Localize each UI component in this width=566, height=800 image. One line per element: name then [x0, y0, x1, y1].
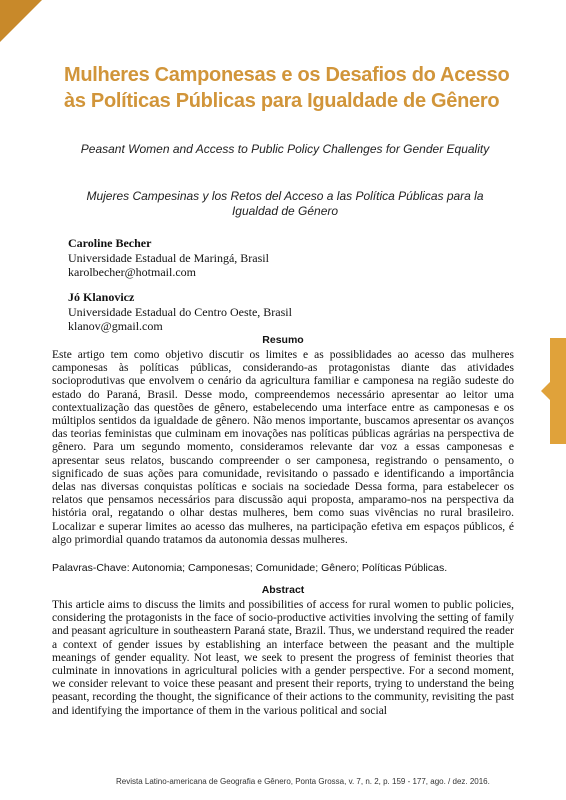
author-affiliation: Universidade Estadual do Centro Oeste, Brasil — [68, 304, 292, 319]
author-block — [68, 290, 292, 334]
article-title: Mulheres Camponesas e os Desafios do Acesso às Políticas Públicas para Igualdade de Gênero — [64, 64, 510, 112]
author-name: Jó Klanovicz — [68, 290, 135, 304]
journal-footer: Revista Latino-americana de Geografia e Gênero, Ponta Grossa, v. 7, n. 2, p. 159 - 177, ago. / dez. 2016. — [116, 777, 490, 786]
author-block — [68, 236, 269, 280]
corner-decoration — [0, 0, 42, 42]
subtitle-spanish: Mujeres Campesinas y los Retos del Acceso a las Política Públicas para la Igualdad de Género — [86, 189, 484, 218]
side-tab-marker — [550, 338, 566, 444]
resumo-heading: Resumo — [262, 334, 304, 346]
abstract-text: This article aims to discuss the limits and possibilities of access for rural women to public policies, considering the protagonists in the face of socio-productive activities involving the setting of family and peasant agriculture in southeastern Paraná state, Brazil. Thus, we understand required the reader a context of gender issues by establishing an interface between the peasant and the multiple meanings of gender equality. Not least, we seek to present the progress of feminist theories that culminate in innovations in agricultural policies with a gender perspective. For a second moment, we consider relevant to voice these peasant and present their reports, trying to understand the being peasant, recording the thought, the significance of their actions to the community, revisiting the past and identifying the importance of them in the various political and social — [52, 599, 514, 717]
resumo-text: Este artigo tem como objetivo discutir os limites e as possiblidades ao acesso das mulheres camponesas às políticas públicas, considerando-as protagonistas diante das atividades socioprodutivas que envolvem o cenário da agricultura familiar e camponesa na região sudeste do estado do Paraná, Brasil. Desse modo, compreendemos necessário apresentar ao leitor uma contextualização das questões de gênero, estabelecendo uma interface entre as camponesas e os múltiplos sentidos da igualdade de gênero. Não menos importante, buscamos apresentar os avanços das teorias feministas que culminam em inovações nas políticas públicas agrárias na perspectiva de gênero. Para um segundo momento, consideramos relevante dar voz a essas camponesas e apresentar seus relatos, buscando compreender o ser camponesa, registrando o pensamento, o significado de suas ações para comunidade, revisitando o passado e identificando a importância delas nas diversas conquistas políticas e sociais na sociedade Dessa forma, para estabelecer os relatos que pensamos necessários para discussão aqui proposta, amparamo-nos na perspectiva da história oral, regatando o olhar destas mulheres, bem como suas vivências no rural brasileiro. Localizar e superar limites ao acesso das mulheres, na participação efetiva em espaços públicos, é algo primordial quando tratamos da autonomia dessas mulheres. — [52, 349, 514, 546]
author-email[interactable]: karolbecher@hotmail.com — [68, 265, 197, 279]
author-email[interactable]: klanov@gmail.com — [68, 319, 163, 333]
abstract-heading: Abstract — [261, 584, 305, 596]
author-name: Caroline Becher — [68, 236, 152, 250]
author-affiliation: Universidade Estadual de Maringá, Brasil — [68, 250, 269, 265]
subtitle-english: Peasant Women and Access to Public Policy Challenges for Gender Equality — [80, 142, 490, 156]
keywords: Palavras-Chave: Autonomia; Camponesas; Comunidade; Gênero; Políticas Públicas. — [52, 562, 448, 574]
